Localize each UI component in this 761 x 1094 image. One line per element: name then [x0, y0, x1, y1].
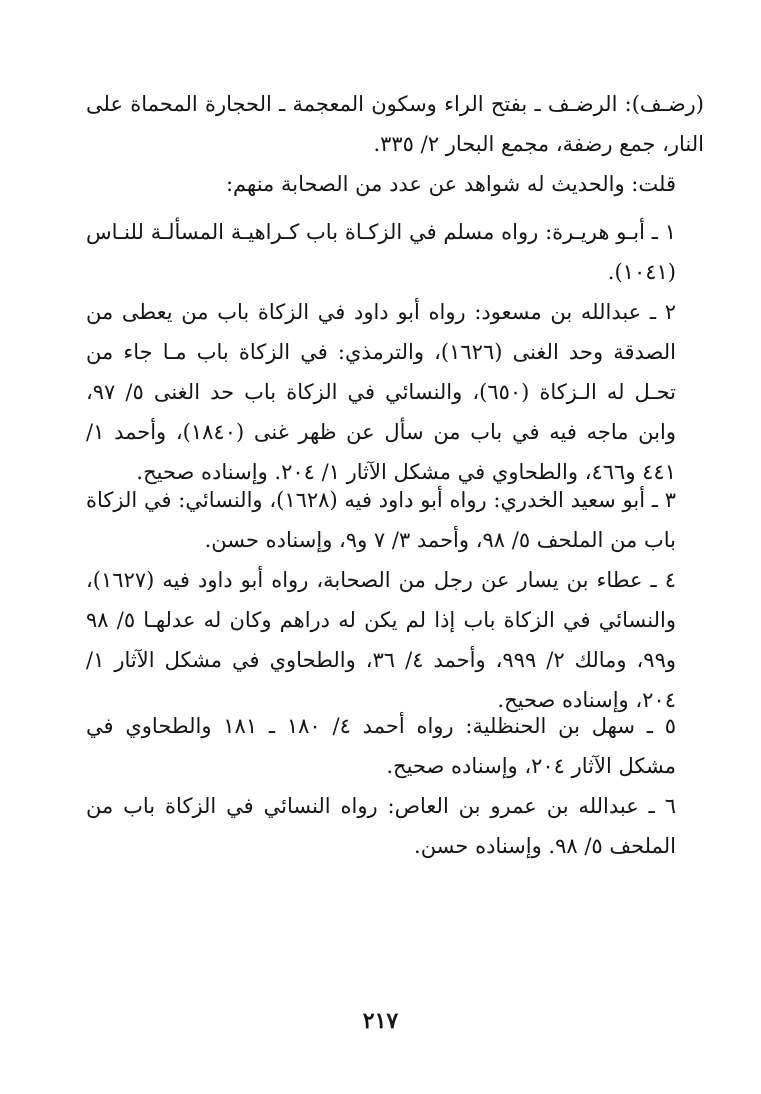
- witness-2: ٢ ـ عبدالله بن مسعود: رواه أبو داود في الزكاة باب من يعطى من الصدقة وحد الغنى (١٦٢٦)، والترمذي: في الزكاة باب مـا جاء من تحـل له الـزكاة (٦٥٠)، والنسائي في الزكاة باب حد الغنى ٥/ ٩٧، وابن ماجه فيه في باب من سأل عن ظهر غنى (١٨٤٠)، وأحمد ١/ ٤٤١ و٤٦٦، والطحاوي في مشكل الآثار ١/ ٢٠٤. وإسناده صحيح.: [86, 300, 677, 484]
- witness-3: ٣ ـ أبو سعيد الخدري: رواه أبو داود فيه (١٦٢٨)، والنسائي: في الزكاة باب من الملحف ٥/ ٩٨، وأحمد ٣/ ٧ و٩، وإسناده حسن.: [86, 488, 677, 552]
- witness-6: ٦ ـ عبدالله بن عمرو بن العاص: رواه النسائي في الزكاة باب من الملحف ٥/ ٩٨. وإسناده حسن.: [86, 794, 676, 858]
- intro-statement: قلت: والحديث له شواهد عن عدد من الصحابة منهم:: [225, 172, 676, 196]
- witness-4: ٤ ـ عطاء بن يسار عن رجل من الصحابة، رواه أبو داود فيه (١٦٢٧)، والنسائي في الزكاة باب إذا لم يكن له دراهم وكان له عدلهـا ٥/ ٩٨ و٩٩، ومالك ٢/ ٩٩٩، وأحمد ٤/ ٣٦، والطحاوي في مشكل الآثار ١/ ٢٠٤، وإسناده صحيح.: [86, 568, 677, 712]
- witness-5: ٥ ـ سهل بن الحنظلية: رواه أحمد ٤/ ١٨٠ ـ ١٨١ والطحاوي في مشكل الآثار ٢٠٤، وإسناده صحيح.: [86, 714, 676, 778]
- page-number: ٢١٧: [362, 1008, 399, 1034]
- witness-1: ١ ـ أبـو هريـرة: رواه مسلم في الزكـاة باب كـراهيـة المسألـة للنـاس (١٠٤١).: [86, 220, 676, 284]
- footnote-definition: (رضـف): الرضـف ـ بفتح الراء وسكون المعجمة ـ الحجارة المحماة على النار، جمع رضفة، مجمع البحار ٢/ ٣٣٥.: [86, 92, 704, 156]
